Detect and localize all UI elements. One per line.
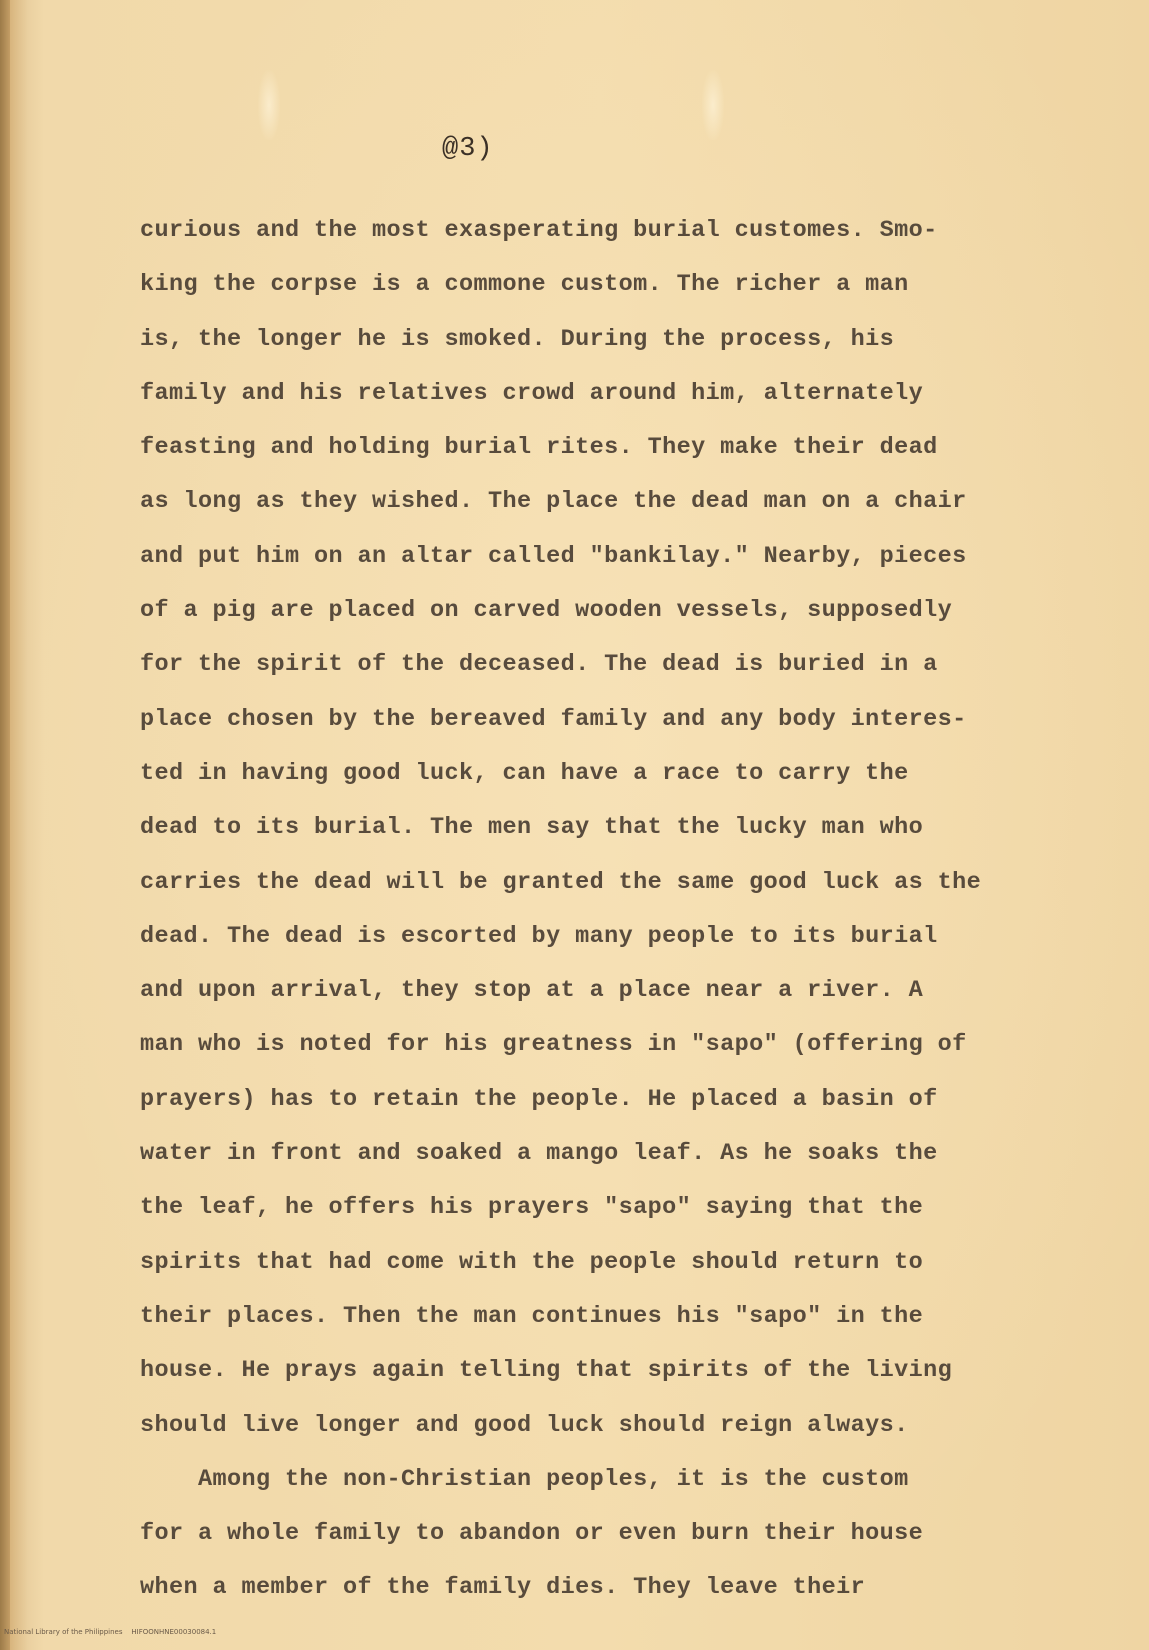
text-line: their places. Then the man continues his "sapo" in the bbox=[140, 1302, 924, 1330]
text-line: prayers) has to retain the people. He placed a basin of bbox=[140, 1085, 938, 1113]
typed-text-block bbox=[140, 204, 1040, 1616]
text-line: for the spirit of the deceased. The dead is buried in a bbox=[140, 651, 938, 679]
text-line: house. He prays again telling that spirits of the living bbox=[140, 1357, 953, 1385]
text-line: spirits that had come with the people should return to bbox=[140, 1248, 924, 1276]
archive-footer-caption: National Library of the Philippines HIFOONHNE00030084.1 bbox=[4, 1628, 217, 1636]
text-line: place chosen by the bereaved family and any body interes- bbox=[140, 705, 967, 733]
text-line: curious and the most exasperating burial customes. Smo- bbox=[140, 217, 938, 244]
text-line: feasting and holding burial rites. They make their dead bbox=[140, 434, 938, 462]
text-line: man who is noted for his greatness in "sapo" (offering of bbox=[140, 1031, 967, 1059]
text-line: for a whole family to abandon or even burn their house bbox=[140, 1520, 924, 1548]
text-line: should live longer and good luck should reign always. bbox=[140, 1411, 909, 1439]
punch-mark-left bbox=[258, 70, 280, 140]
text-line: family and his relatives crowd around him, alternately bbox=[140, 379, 924, 407]
text-line: water in front and soaked a mango leaf. As he soaks the bbox=[140, 1140, 938, 1168]
text-line: king the corpse is a commone custom. The richer a man bbox=[140, 271, 909, 299]
text-line: of a pig are placed on carved wooden vessels, supposedly bbox=[140, 597, 953, 625]
text-line: Among the non-Christian peoples, it is the custom bbox=[140, 1465, 909, 1493]
text-line: the leaf, he offers his prayers "sapo" saying that the bbox=[140, 1194, 924, 1222]
text-line: dead. The dead is escorted by many people to its burial bbox=[140, 922, 938, 950]
text-line: dead to its burial. The men say that the lucky man who bbox=[140, 814, 924, 842]
text-line: ted in having good luck, can have a race to carry the bbox=[140, 759, 909, 787]
text-line: carries the dead will be granted the same good luck as the bbox=[140, 868, 982, 896]
text-line: as long as they wished. The place the dead man on a chair bbox=[140, 488, 967, 516]
punch-mark-right bbox=[702, 70, 724, 140]
text-line: when a member of the family dies. They leave their bbox=[140, 1574, 866, 1602]
text-line: and upon arrival, they stop at a place near a river. A bbox=[140, 977, 924, 1005]
text-line: is, the longer he is smoked. During the process, his bbox=[140, 325, 895, 353]
page-number: @3) bbox=[442, 134, 494, 164]
binding-edge bbox=[0, 0, 10, 1650]
text-line: and put him on an altar called "bankilay." Nearby, pieces bbox=[140, 542, 967, 570]
